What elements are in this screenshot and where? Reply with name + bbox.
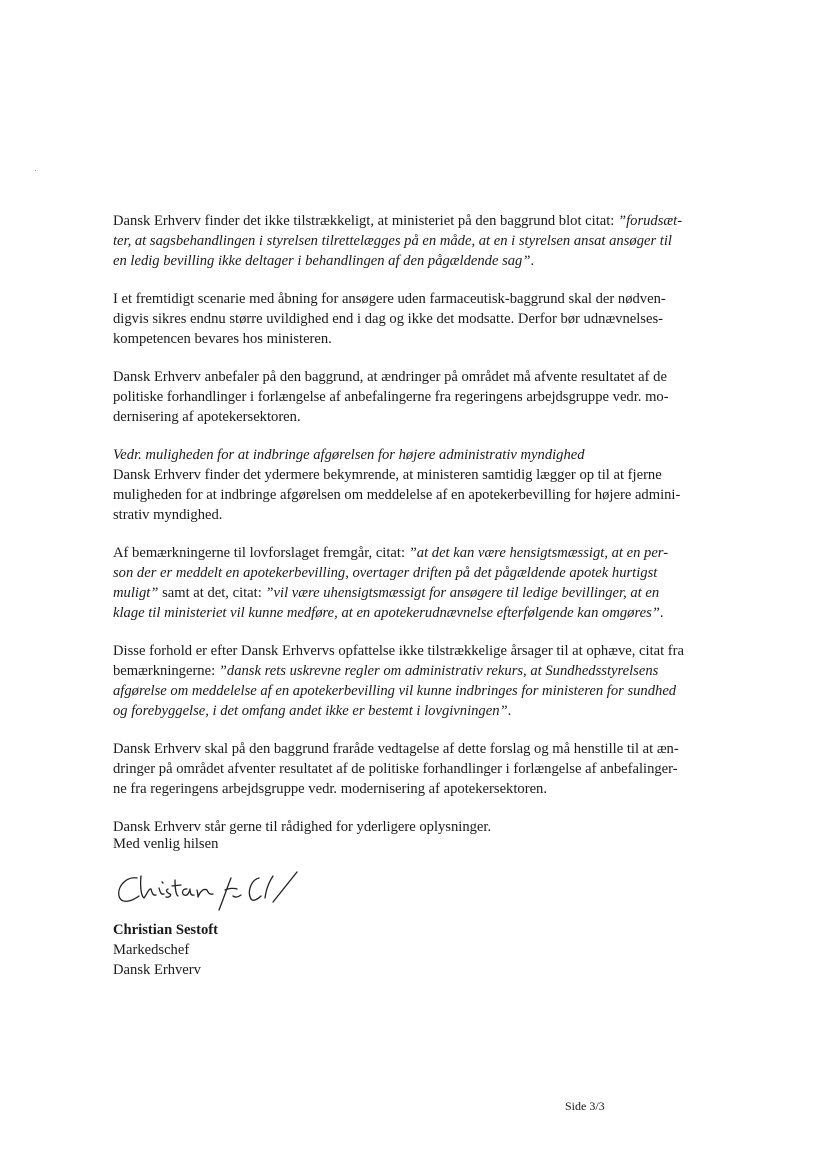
text-run: dernisering af apotekersektoren. xyxy=(113,409,301,425)
signature-block xyxy=(113,920,218,980)
text-line xyxy=(113,759,725,779)
text-line xyxy=(113,387,725,407)
quoted-text: ”forudsæt- xyxy=(617,213,683,229)
text-line xyxy=(113,309,725,329)
handwritten-signature xyxy=(113,868,303,918)
body-paragraph xyxy=(113,445,725,525)
text-run: dringer på området afventer resultatet af de politiske forhandlinger i forlængelse af anbefalinger- xyxy=(113,761,678,777)
closing-salutation: Med venlig hilsen xyxy=(113,836,219,852)
text-line xyxy=(113,251,725,271)
text-line xyxy=(113,641,725,661)
text-run: kompetencen bevares hos ministeren. xyxy=(113,331,332,347)
text-run: I et fremtidigt scenarie med åbning for ansøgere uden farmaceutisk-baggrund skal der nødven- xyxy=(113,291,666,307)
signer-title: Markedschef xyxy=(113,942,190,958)
signer-organization: Dansk Erhverv xyxy=(113,962,201,978)
body-paragraph xyxy=(113,289,725,349)
text-line xyxy=(113,701,725,721)
signer-name: Christian Sestoft xyxy=(113,922,218,938)
text-line xyxy=(113,563,725,583)
text-line xyxy=(113,231,725,251)
text-line xyxy=(113,779,725,799)
text-run: Disse forhold er efter Dansk Erhvervs opfattelse ikke tilstrækkelige årsager til at ophæve, citat fra xyxy=(113,643,684,659)
text-run: politiske forhandlinger i forlængelse af anbefalingerne fra regeringens arbejdsgruppe vedr. mo- xyxy=(113,389,669,405)
text-run: Af bemærkningerne til lovforslaget fremgår, citat: xyxy=(113,545,409,561)
text-run: Dansk Erhverv finder det ydermere bekymrende, at ministeren samtidig lægger op til at fjerne xyxy=(113,467,662,483)
text-line xyxy=(113,739,725,759)
quoted-text: Vedr. muligheden for at indbringe afgørelsen for højere administrativ myndighed xyxy=(113,447,585,463)
text-run: Dansk Erhverv skal på den baggrund fraråde vedtagelse af dette forslag og må henstille til at æn- xyxy=(113,741,679,757)
text-run: . xyxy=(507,703,512,719)
letter-body xyxy=(113,211,725,855)
text-line xyxy=(113,329,725,349)
text-run: . xyxy=(530,253,535,269)
page-number: Side 3/3 xyxy=(565,1099,605,1113)
text-line xyxy=(113,367,725,387)
text-line xyxy=(113,661,725,681)
body-paragraph xyxy=(113,739,725,799)
text-line xyxy=(113,583,725,603)
text-line xyxy=(113,211,725,231)
quoted-text: son der er meddelt en apotekerbevilling, overtager driften på det pågældende apotek hurtigst xyxy=(113,565,658,581)
quoted-text: afgørelse om meddelelse af en apotekerbevilling vil kunne indbringes for ministeren for sundhed xyxy=(113,683,677,699)
quoted-text: en ledig bevilling ikke deltager i behandlingen af den pågældende sag” xyxy=(113,253,531,269)
text-line xyxy=(113,505,725,525)
body-paragraph xyxy=(113,367,725,427)
quoted-text: ”vil være uhensigtsmæssigt for ansøgere til ledige bevillinger, at en xyxy=(265,585,660,601)
quoted-text: og forebyggelse, i det omfang andet ikke er bestemt i lovgivningen” xyxy=(113,703,508,719)
text-line xyxy=(113,681,725,701)
quoted-text: ”at det kan være hensigtsmæssigt, at en per- xyxy=(408,545,669,561)
text-line xyxy=(113,289,725,309)
text-line xyxy=(113,445,725,465)
text-run: muligheden for at indbringe afgørelsen om meddelelse af en apotekerbevilling for højere admini- xyxy=(113,487,681,503)
text-line xyxy=(113,485,725,505)
text-run: Dansk Erhverv anbefaler på den baggrund, at ændringer på området må afvente resultatet af de xyxy=(113,369,667,385)
text-run: ne fra regeringens arbejdsgruppe vedr. modernisering af apotekersektoren. xyxy=(113,781,547,797)
quoted-text: ”dansk rets uskrevne regler om administrativ rekurs, at Sundhedsstyrelsens xyxy=(218,663,659,679)
text-run: samt at det, citat: xyxy=(158,585,266,601)
text-run: strativ myndighed. xyxy=(113,507,223,523)
body-paragraph xyxy=(113,211,725,271)
text-run: bemærkningerne: xyxy=(113,663,219,679)
text-run: . xyxy=(659,605,664,621)
text-line xyxy=(113,543,725,563)
text-run: Dansk Erhverv finder det ikke tilstrækkeligt, at ministeriet på den baggrund blot citat: xyxy=(113,213,618,229)
quoted-text: ter, at sagsbehandlingen i styrelsen tilrettelægges på en måde, at en i styrelsen ansat ansøger til xyxy=(113,233,672,249)
quoted-text: muligt” xyxy=(113,585,159,601)
quoted-text: klage til ministeriet vil kunne medføre, at en apotekerudnævnelse efterfølgende kan omgøres” xyxy=(113,605,660,621)
text-line xyxy=(113,465,725,485)
text-line xyxy=(113,603,725,623)
text-line xyxy=(113,407,725,427)
body-paragraph xyxy=(113,641,725,721)
scan-speck xyxy=(35,170,36,171)
body-paragraph xyxy=(113,543,725,623)
text-run: Dansk Erhverv står gerne til rådighed for yderligere oplysninger. xyxy=(113,819,492,835)
text-run: digvis sikres endnu større uvildighed end i dag og ikke det modsatte. Derfor bør udnævnelses- xyxy=(113,311,663,327)
